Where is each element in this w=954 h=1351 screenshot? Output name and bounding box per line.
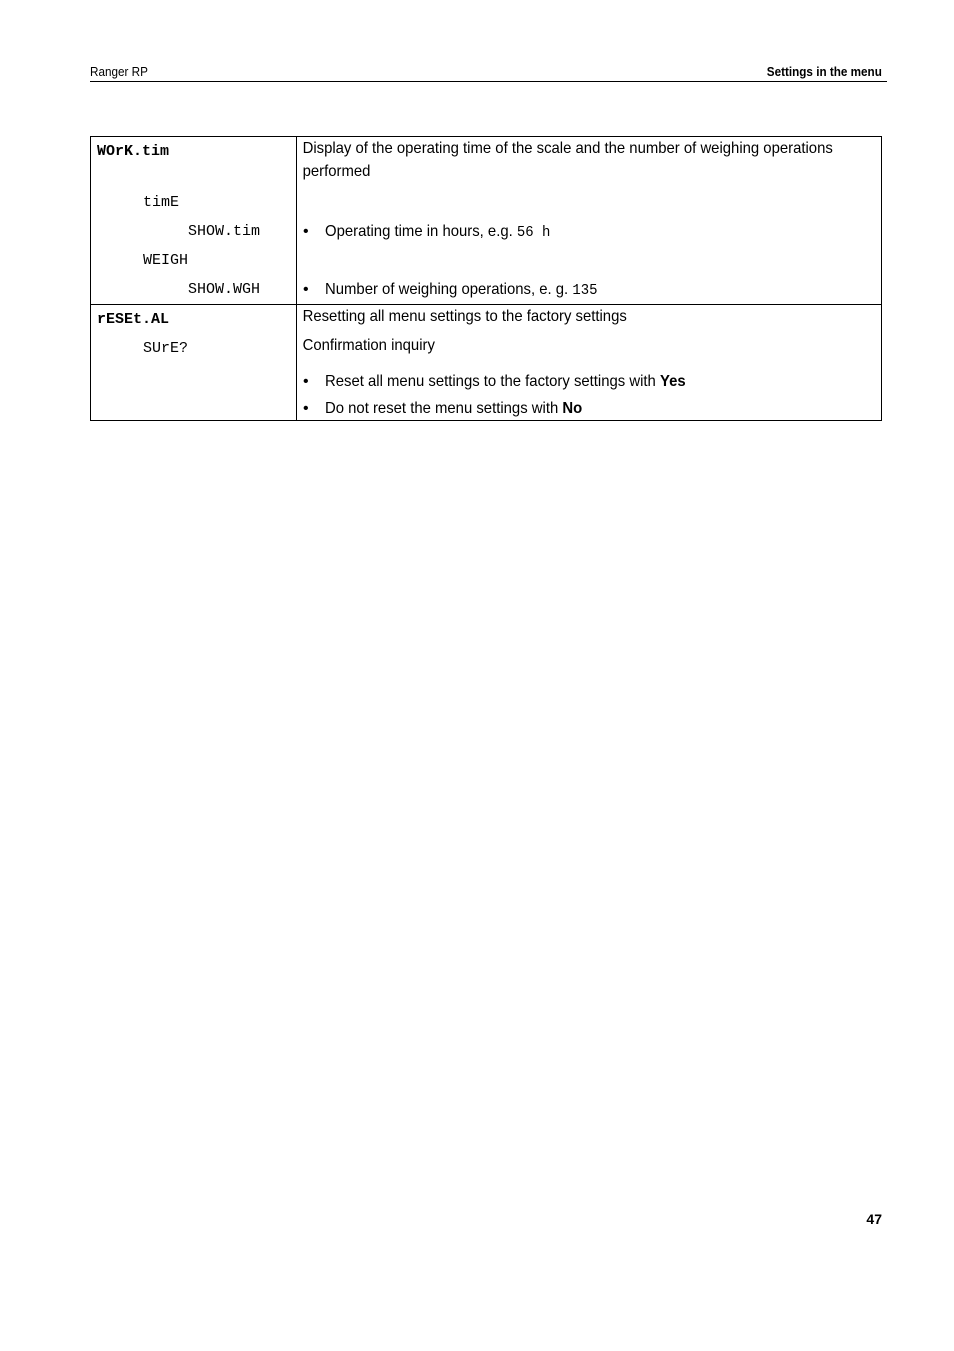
table-row: [91, 305, 882, 421]
menu-code: rESEt.AL: [97, 311, 170, 328]
submenu-code: SUrE?: [143, 340, 189, 357]
bullet-icon: •: [303, 281, 309, 298]
example-value: 135: [572, 282, 598, 299]
list-item: [297, 367, 881, 394]
description-text: Display of the operating time of the scale and the number of weighing operations performed: [302, 140, 833, 180]
bullet-icon: •: [303, 373, 309, 390]
bullet-icon: •: [303, 223, 309, 240]
list-item: [297, 275, 881, 303]
description-subtext: Confirmation inquiry: [302, 337, 435, 354]
page-number: 47: [866, 1211, 882, 1227]
menu-settings-table: [90, 136, 882, 421]
submenu-code: WEIGH: [143, 252, 189, 269]
menu-path-cell: [91, 305, 297, 421]
table-row: [91, 137, 882, 305]
bullet-text: Number of weighing operations, e. g.: [325, 281, 569, 298]
description-text: Resetting all menu settings to the factory settings: [302, 308, 627, 325]
bullet-text: Do not reset the menu settings with: [325, 400, 559, 417]
menu-path-cell: [91, 137, 297, 305]
example-value: 56 h: [516, 224, 551, 241]
list-item: [297, 394, 881, 420]
header-product-name: Ranger RP: [90, 64, 148, 79]
submenu-child-code: SHOW.WGH: [188, 281, 261, 298]
confirm-option-no: No: [562, 400, 583, 417]
list-item: [297, 217, 881, 246]
description-cell: [297, 305, 882, 421]
header-divider: [90, 81, 887, 82]
description-cell: [297, 137, 882, 305]
bullet-text: Operating time in hours, e.g.: [325, 223, 513, 240]
bullet-text: Reset all menu settings to the factory settings with: [325, 373, 656, 390]
confirm-option-yes: Yes: [659, 373, 686, 390]
submenu-code: timE: [143, 194, 180, 211]
menu-code: WOrK.tim: [97, 143, 170, 160]
header-section-title: Settings in the menu: [766, 64, 882, 79]
submenu-child-code: SHOW.tim: [188, 223, 261, 240]
bullet-icon: •: [303, 400, 309, 417]
